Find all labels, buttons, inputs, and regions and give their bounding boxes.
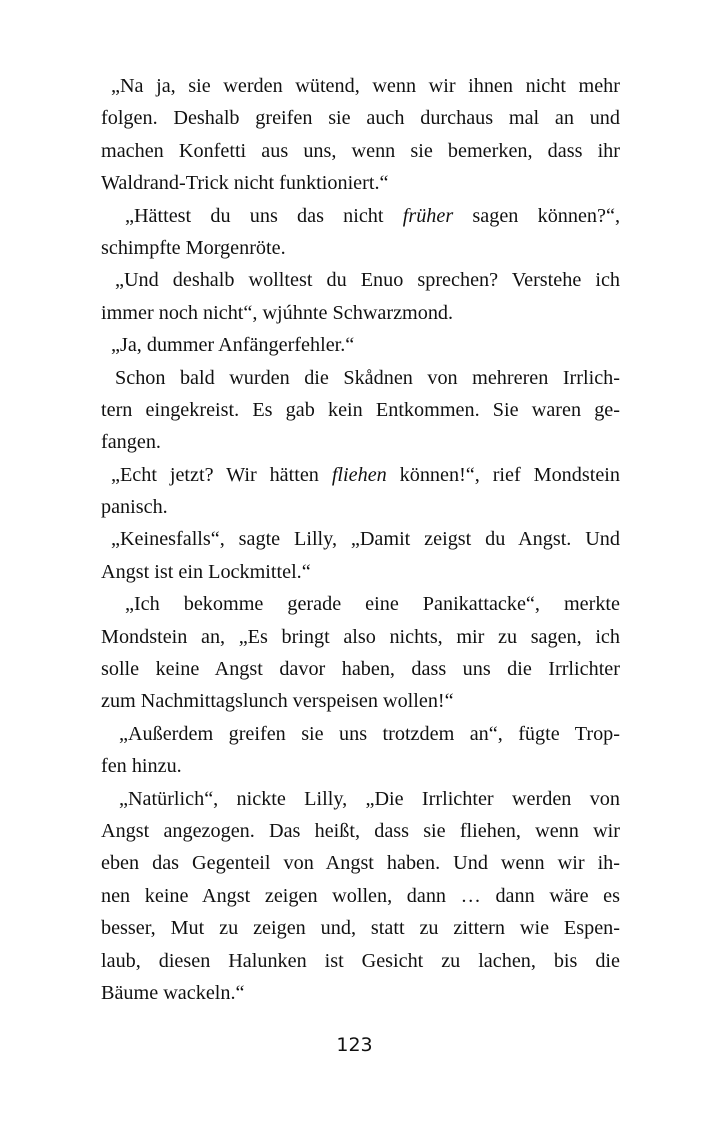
text-segment: sagen können?“,	[453, 204, 620, 227]
text-line	[101, 102, 620, 134]
text-segment: fangen.	[101, 431, 161, 454]
text-line	[101, 167, 620, 199]
text-segment: „Außerdem greifen sie uns trotzdem an“, fügte Trop-	[119, 722, 620, 745]
text-segment: „Ja, dummer Anfängerfehler.“	[111, 334, 355, 357]
text-segment: laub, diesen Halunken ist Gesicht zu lachen, bis die	[101, 949, 620, 972]
text-segment: zum Nachmittagslunch verspeisen wollen!“	[101, 690, 454, 713]
text-line	[101, 329, 620, 361]
text-segment: Schon bald wurden die Skådnen von mehreren Irrlich-	[115, 366, 620, 389]
text-line	[101, 70, 620, 102]
text-line	[101, 880, 620, 912]
text-line	[101, 362, 620, 394]
text-line	[101, 588, 620, 620]
text-line	[101, 232, 620, 264]
italic-emphasis: früher	[402, 204, 454, 227]
text-segment: können!“, rief Mondstein	[386, 463, 620, 486]
text-line	[101, 621, 620, 653]
text-segment: folgen. Deshalb greifen sie auch durchaus mal an und	[101, 107, 620, 130]
text-line	[101, 459, 620, 491]
page-number: 123	[336, 1034, 373, 1056]
text-line	[101, 847, 620, 879]
text-segment: „Echt jetzt? Wir hätten	[111, 463, 332, 486]
text-segment: nen keine Angst zeigen wollen, dann … dann wäre es	[101, 884, 620, 907]
text-line	[101, 815, 620, 847]
text-segment: „Natürlich“, nickte Lilly, „Die Irrlichter werden von	[119, 787, 620, 810]
text-line	[101, 491, 620, 523]
text-line	[101, 945, 620, 977]
text-segment: Waldrand-Trick nicht funktioniert.“	[101, 172, 389, 195]
text-segment: fen hinzu.	[101, 755, 182, 778]
text-line	[101, 264, 620, 296]
text-segment: „Na ja, sie werden wütend, wenn wir ihnen nicht mehr	[111, 75, 620, 97]
text-segment: „Keinesfalls“, sagte Lilly, „Damit zeigst du Angst. Und	[111, 528, 620, 551]
text-segment: „Ich bekomme gerade eine Panikattacke“, merkte	[125, 593, 620, 616]
text-line	[101, 912, 620, 944]
text-line	[101, 200, 620, 232]
text-segment: schimpfte Morgenröte.	[101, 236, 286, 259]
text-segment: eben das Gegenteil von Angst haben. Und wenn wir ih-	[101, 852, 620, 875]
text-segment: „Und deshalb wolltest du Enuo sprechen? Verstehe ich	[115, 269, 620, 292]
text-segment: Bäume wackeln.“	[101, 981, 245, 1004]
text-line	[101, 977, 620, 1009]
book-page	[101, 70, 620, 1009]
text-line	[101, 783, 620, 815]
text-segment: solle keine Angst davor haben, dass uns die Irrlichter	[101, 658, 620, 681]
text-segment: panisch.	[101, 496, 168, 519]
text-line	[101, 685, 620, 717]
text-line	[101, 718, 620, 750]
text-segment: Angst angezogen. Das heißt, dass sie fliehen, wenn wir	[101, 819, 620, 842]
text-segment: machen Konfetti aus uns, wenn sie bemerken, dass ihr	[101, 139, 620, 162]
text-line	[101, 523, 620, 555]
text-line	[101, 297, 620, 329]
text-line	[101, 556, 620, 588]
text-segment: „Hättest du uns das nicht	[125, 204, 403, 227]
text-line	[101, 426, 620, 458]
text-line	[101, 750, 620, 782]
text-line	[101, 394, 620, 426]
text-line	[101, 653, 620, 685]
text-segment: immer noch nicht“, wjúhnte Schwarzmond.	[101, 301, 454, 324]
text-segment: Angst ist ein Lockmittel.“	[101, 560, 311, 583]
text-segment: Mondstein an, „Es bringt also nichts, mir zu sagen, ich	[101, 625, 620, 648]
italic-emphasis: fliehen	[331, 463, 387, 486]
text-line	[101, 135, 620, 167]
text-segment: tern eingekreist. Es gab kein Entkommen. Sie waren ge-	[101, 398, 620, 421]
text-segment: besser, Mut zu zeigen und, statt zu zittern wie Espen-	[101, 917, 620, 940]
